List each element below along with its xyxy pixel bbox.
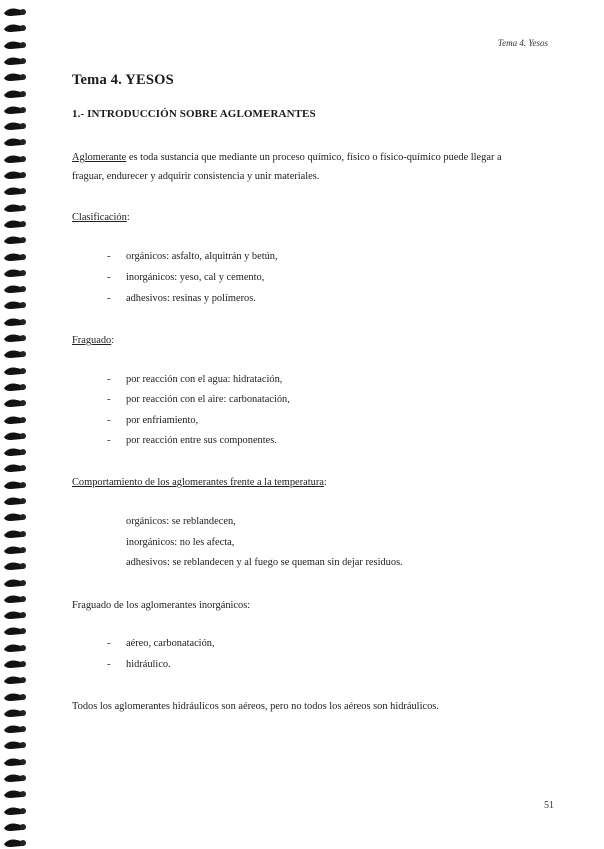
comportamiento-heading: Comportamiento de los aglomerantes frente a la temperatura:	[72, 477, 327, 488]
definition-paragraph	[72, 148, 560, 186]
comportamiento-heading-part1: Comportamiento de los	[72, 477, 173, 488]
list-item: adhesivos: resinas y polímeros.	[126, 293, 256, 304]
binding-ring	[3, 348, 27, 360]
bullet-dash: -	[107, 659, 111, 670]
binding-ring	[3, 837, 27, 849]
binding-ring	[3, 6, 27, 18]
list-item: orgánicos: asfalto, alquitrán y betún,	[126, 251, 278, 262]
binding-ring	[3, 544, 27, 556]
binding-ring	[3, 691, 27, 703]
binding-ring	[3, 462, 27, 474]
list-item: por reacción con el agua: hidratación,	[126, 374, 283, 385]
binding-ring	[3, 283, 27, 295]
binding-ring	[3, 723, 27, 735]
binding-ring	[3, 104, 27, 116]
binding-ring	[3, 365, 27, 377]
binding-ring	[3, 88, 27, 100]
binding-ring	[3, 153, 27, 165]
spiral-binding	[0, 0, 34, 848]
running-header: Tema 4. Yesos	[497, 38, 548, 48]
binding-ring	[3, 511, 27, 523]
binding-ring	[3, 805, 27, 817]
bullet-dash: -	[107, 272, 111, 283]
binding-ring	[3, 332, 27, 344]
page-title: Tema 4. YESOS	[72, 72, 174, 88]
bullet-dash: -	[107, 394, 111, 405]
page-number: 51	[544, 800, 554, 811]
list-item: por enfriamiento,	[126, 415, 199, 426]
list-item: adhesivos: se reblandecen y al fuego se queman sin dejar residuos.	[126, 557, 403, 568]
binding-ring	[3, 642, 27, 654]
binding-ring	[3, 71, 27, 83]
definition-term: Aglomerante	[72, 152, 127, 163]
bullet-dash: -	[107, 251, 111, 262]
clasificacion-heading-text: Clasificación	[72, 212, 127, 223]
list-item: inorgánicos: no les afecta,	[126, 537, 235, 548]
clasificacion-heading: Clasificación:	[72, 212, 130, 223]
bullet-dash: -	[107, 638, 111, 649]
binding-ring	[3, 577, 27, 589]
binding-ring	[3, 185, 27, 197]
binding-ring	[3, 658, 27, 670]
binding-ring	[3, 381, 27, 393]
binding-ring	[3, 136, 27, 148]
binding-ring	[3, 707, 27, 719]
fraguado-heading-text: Fraguado	[72, 335, 112, 346]
binding-ring	[3, 609, 27, 621]
list-item: orgánicos: se reblandecen,	[126, 516, 236, 527]
binding-ring	[3, 528, 27, 540]
binding-ring	[3, 299, 27, 311]
list-item: por reacción entre sus componentes.	[126, 435, 277, 446]
binding-ring	[3, 739, 27, 751]
bullet-dash: -	[107, 435, 111, 446]
comportamiento-heading-part2: aglomerantes frente a la temperatura	[172, 477, 324, 488]
binding-ring	[3, 821, 27, 833]
binding-ring	[3, 39, 27, 51]
binding-ring	[3, 202, 27, 214]
binding-ring	[3, 756, 27, 768]
binding-ring	[3, 495, 27, 507]
binding-ring	[3, 22, 27, 34]
binding-ring	[3, 674, 27, 686]
bullet-dash: -	[107, 415, 111, 426]
binding-ring	[3, 446, 27, 458]
binding-ring	[3, 414, 27, 426]
binding-ring	[3, 788, 27, 800]
binding-ring	[3, 593, 27, 605]
bullet-dash: -	[107, 293, 111, 304]
binding-ring	[3, 169, 27, 181]
binding-ring	[3, 218, 27, 230]
binding-ring	[3, 267, 27, 279]
binding-ring	[3, 625, 27, 637]
binding-ring	[3, 234, 27, 246]
fraguado-heading: Fraguado:	[72, 335, 115, 346]
list-item: inorgánicos: yeso, cal y cemento,	[126, 272, 265, 283]
section-heading: 1.- INTRODUCCIÓN SOBRE AGLOMERANTES	[72, 108, 316, 120]
list-item: aéreo, carbonatación,	[126, 638, 215, 649]
list-item: por reacción con el aire: carbonatación,	[126, 394, 290, 405]
binding-ring	[3, 120, 27, 132]
conclusion-paragraph: Todos los aglomerantes hidráulicos son aéreos, pero no todos los aéreos son hidráulicos.	[72, 701, 439, 712]
definition-text-line2: fraguar, endurecer y adquirir consistencia y unir materiales.	[72, 171, 320, 182]
binding-ring	[3, 560, 27, 572]
binding-ring	[3, 397, 27, 409]
binding-ring	[3, 430, 27, 442]
binding-ring	[3, 55, 27, 67]
binding-ring	[3, 251, 27, 263]
definition-text-line1: es toda sustancia que mediante un proceso químico, físico o físico-químico puede llegar a	[126, 152, 502, 163]
bullet-dash: -	[107, 374, 111, 385]
fraguado-inorganicos-heading: Fraguado de los aglomerantes inorgánicos:	[72, 600, 251, 611]
binding-ring	[3, 316, 27, 328]
binding-ring	[3, 772, 27, 784]
binding-ring	[3, 479, 27, 491]
list-item: hidráulico.	[126, 659, 171, 670]
